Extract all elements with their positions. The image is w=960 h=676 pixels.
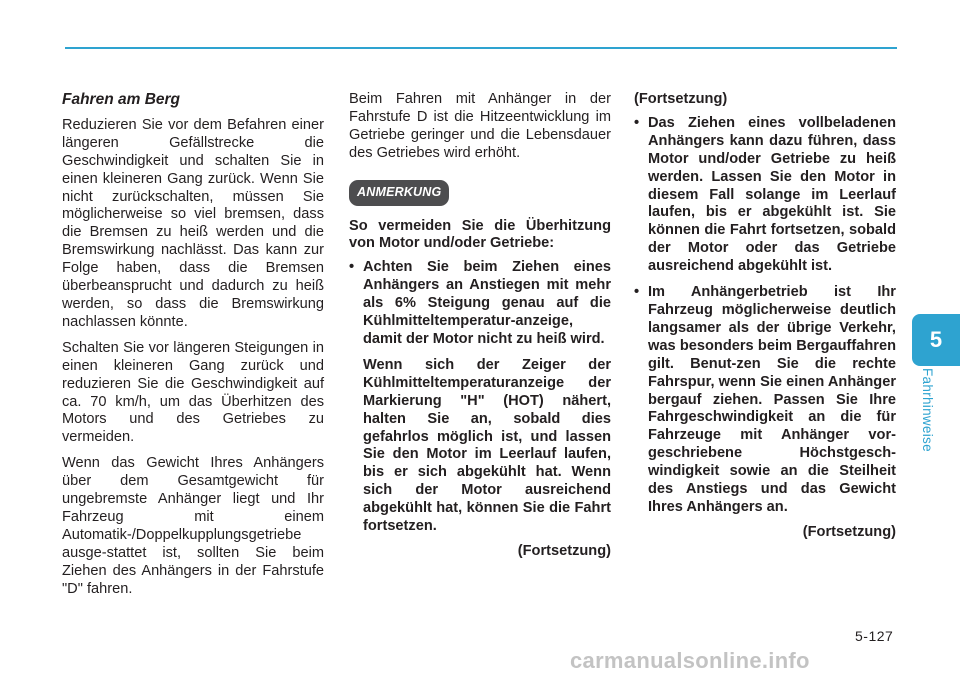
list-item-text: Das Ziehen eines vollbeladenen Anhängers kann dazu führen, dass Motor und/oder Getriebe zu heiß werden. Lassen Sie den Motor in diesem Fall solange im Leerlauf laufen, bis er abgekühlt ist. Sie können die Fahrt fortsetzen, sobald der Motor oder das Getriebe ausreichend abgekühlt ist. bbox=[648, 114, 896, 275]
column-middle bbox=[349, 91, 611, 561]
list-item-continuation: Wenn sich der Zeiger der Kühlmitteltemperaturanzeige der Markierung "H" (HOT) nähert, halten Sie an, sobald dies gefahrlos möglich ist, und lassen Sie den Motor im Leerlauf laufen, bis er sich abgekühlt hat. Wenn sich der Motor ausreichend abgekühlt hat, können Sie die Fahrt fortsetzen. bbox=[363, 356, 611, 535]
bullet-icon: • bbox=[634, 284, 640, 301]
column-right bbox=[634, 91, 896, 542]
header-rule bbox=[65, 47, 897, 49]
bullet-icon: • bbox=[349, 259, 355, 276]
list-item bbox=[634, 115, 896, 276]
note-list bbox=[634, 115, 896, 517]
paragraph: Wenn das Gewicht Ihres Anhängers über dem Gesamtgewicht für ungebremste Anhänger liegt und Ihr Fahrzeug mit einem Automatik-/Doppelkupplungsgetriebe ausge-stattet ist, sollten Sie beim Ziehen des Anhängers in der Fahrstufe "D" fahren. bbox=[62, 455, 324, 597]
note-list bbox=[349, 259, 611, 349]
continued-label: (Fortsetzung) bbox=[802, 523, 896, 540]
note-badge: ANMERKUNG bbox=[349, 180, 449, 206]
chapter-number: 5 bbox=[929, 327, 943, 352]
chapter-label: Fahrhinweise bbox=[920, 368, 935, 452]
column-left bbox=[62, 91, 324, 598]
section-heading: Fahren am Berg bbox=[62, 91, 181, 108]
list-item-text: Achten Sie beim Ziehen eines Anhängers an Anstiegen mit mehr als 6% Steigung genau auf die Kühlmitteltemperatur-anzeige, damit der Motor nicht zu heiß wird. bbox=[363, 259, 611, 347]
bullet-icon: • bbox=[634, 114, 640, 131]
watermark: carmanualsonline.info bbox=[570, 648, 810, 673]
continued-label: (Fortsetzung) bbox=[517, 542, 611, 559]
paragraph: Schalten Sie vor längeren Steigungen in einen kleineren Gang zurück und reduzieren Sie die Geschwindigkeit auf ca. 70 km/h, um das Überhitzen des Motors und des Getriebes zu vermeiden. bbox=[62, 339, 324, 446]
paragraph: Reduzieren Sie vor dem Befahren einer längeren Gefällstrecke die Geschwindigkeit und schalten Sie in einen kleineren Gang zurück. Wenn Sie nicht zurückschalten, müssen Sie möglicherweise so viel bremsen, dass die Bremsen zu heiß werden und die Bremswirkung nachlässt. Das kann zur Folge haben, dass die Bremsen überbeansprucht und dadurch zu heiß werden, so dass die Bremswirkung nachlassen könnte. bbox=[62, 116, 324, 330]
page-number: 5-127 bbox=[855, 628, 894, 644]
paragraph: Beim Fahren mit Anhänger in der Fahrstufe D ist die Hitzeentwicklung im Getriebe geringer und die Lebensdauer des Getriebes wird erhöht. bbox=[349, 91, 611, 161]
list-item bbox=[634, 284, 896, 517]
chapter-tab bbox=[912, 314, 960, 366]
continued-header: (Fortsetzung) bbox=[634, 91, 728, 107]
note-intro: So vermeiden Sie die Überhitzung von Motor und/oder Getriebe: bbox=[349, 217, 611, 252]
list-item-text: Im Anhängerbetrieb ist Ihr Fahrzeug möglicherweise deutlich langsamer als der übrige Verkehr, was besonders beim Bergauffahren gilt. Benut-zen Sie die rechte Fahrspur, wenn Sie einen Anhänger bergauf ziehen. Passen Sie Ihre Fahrgeschwindigkeit an die für Fahrzeuge mit Anhänger vor-geschriebene Höchstgesch-windigkeit sowie an die Steilheit des Anstiegs und das Gewicht Ihres Anhängers an. bbox=[648, 284, 896, 515]
list-item bbox=[349, 259, 611, 349]
